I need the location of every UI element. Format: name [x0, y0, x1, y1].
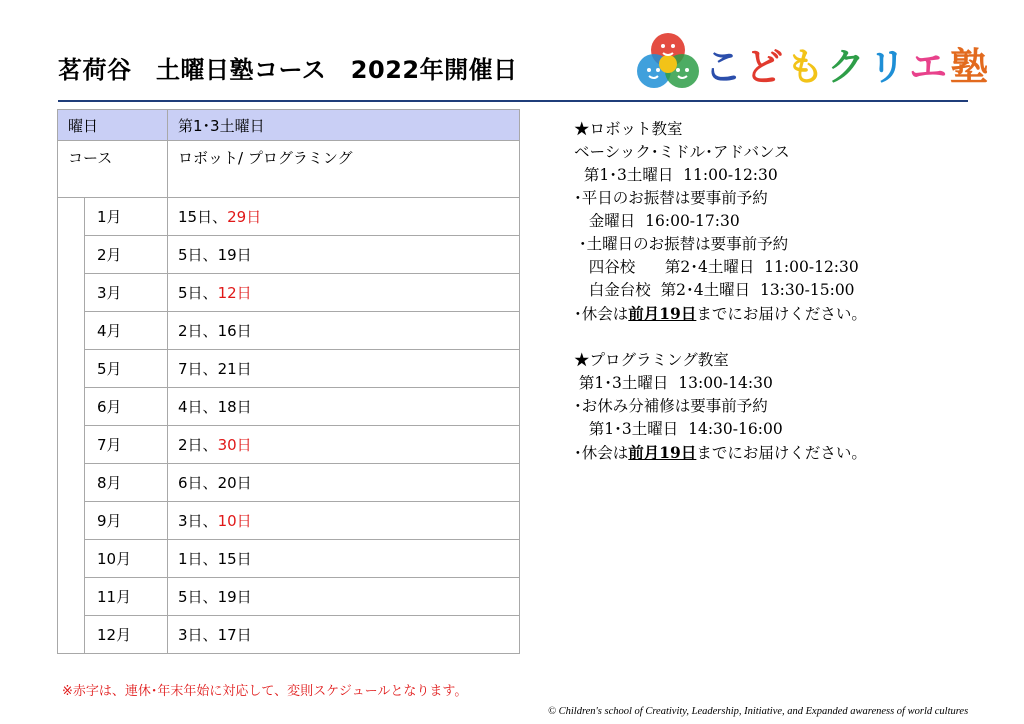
date-separator: 、: [202, 246, 218, 264]
date: 5日: [178, 284, 203, 302]
table-row: [58, 464, 520, 502]
date-separator: 、: [202, 322, 218, 340]
dates-cell: [168, 464, 520, 502]
programming-makeup: ･お休み分補修は要事前予約: [574, 397, 768, 415]
weekday-makeup: ･平日のお振替は要事前予約: [574, 189, 768, 207]
absence-deadline: 前月19日: [628, 443, 697, 462]
month-cell: 3月: [85, 274, 168, 312]
logo: [632, 28, 992, 94]
dates-cell: [168, 274, 520, 312]
weekday-label: 曜日: [58, 110, 168, 141]
date: 5日: [178, 588, 203, 606]
indent-cell: [58, 540, 85, 578]
dates-cell: [168, 578, 520, 616]
header-divider: [58, 100, 968, 102]
table-row: [58, 578, 520, 616]
robot-title: ★ロボット教室: [574, 120, 683, 138]
date: 19日: [217, 588, 252, 606]
dates-cell: [168, 616, 520, 654]
table-row: [58, 388, 520, 426]
date: 2日: [178, 436, 203, 454]
date: 4日: [178, 398, 203, 416]
dates-cell: [168, 388, 520, 426]
date-separator: 、: [202, 474, 218, 492]
copyright: © Children's school of Creativity, Leadership, Initiative, and Expanded awareness of world cultures: [548, 706, 969, 717]
class-info: [574, 118, 867, 465]
date-separator: 、: [202, 626, 218, 644]
irregular-date: 10日: [217, 512, 252, 530]
logo-char: エ: [909, 45, 951, 89]
table-row: [58, 616, 520, 654]
dates-cell: [168, 312, 520, 350]
dates-cell: [168, 350, 520, 388]
robot-absence-note: [574, 302, 867, 326]
programming-absence-note: [574, 441, 867, 465]
table-row: [58, 540, 520, 578]
logo-char: も: [786, 45, 828, 89]
indent-cell: [58, 578, 85, 616]
date: 18日: [217, 398, 252, 416]
robot-levels: ベーシック･ミドル･アドバンス: [574, 143, 790, 161]
date-separator: 、: [212, 208, 228, 226]
robot-time: 第1･3土曜日 11:00-12:30: [574, 166, 778, 184]
date: 20日: [217, 474, 252, 492]
irregular-date: 30日: [217, 436, 252, 454]
table-row: [58, 198, 520, 236]
date-separator: 、: [202, 360, 218, 378]
date: 2日: [178, 322, 203, 340]
table-row: [58, 236, 520, 274]
absence-suffix: までにお届けください。: [696, 305, 867, 323]
date: 15日: [217, 550, 252, 568]
yotsuya-schedule: 四谷校 第2･4土曜日 11:00-12:30: [574, 258, 859, 276]
date-separator: 、: [202, 588, 218, 606]
month-cell: 9月: [85, 502, 168, 540]
month-cell: 12月: [85, 616, 168, 654]
logo-char: ど: [745, 45, 787, 89]
indent-cell: [58, 274, 85, 312]
red-text-note: ※赤字は、連休･年末年始に対応して、変則スケジュールとなります。: [62, 684, 468, 699]
date: 3日: [178, 626, 203, 644]
date-separator: 、: [202, 512, 218, 530]
dates-cell: [168, 198, 520, 236]
date: 21日: [217, 360, 252, 378]
indent-cell: [58, 388, 85, 426]
table-row: [58, 274, 520, 312]
date-separator: 、: [202, 398, 218, 416]
month-cell: 10月: [85, 540, 168, 578]
indent-cell: [58, 502, 85, 540]
course-label: コース: [58, 141, 168, 198]
date: 5日: [178, 246, 203, 264]
month-cell: 8月: [85, 464, 168, 502]
logo-char: ク: [827, 45, 869, 89]
month-cell: 1月: [85, 198, 168, 236]
absence-prefix: ･休会は: [574, 444, 629, 462]
date: 7日: [178, 360, 203, 378]
month-cell: 4月: [85, 312, 168, 350]
logo-char: 塾: [950, 45, 992, 89]
programming-title: ★プログラミング教室: [574, 351, 729, 369]
logo-char: こ: [704, 45, 746, 89]
month-cell: 7月: [85, 426, 168, 464]
logo-mark-icon: [632, 28, 702, 94]
irregular-date: 29日: [227, 208, 262, 226]
dates-cell: [168, 426, 520, 464]
date: 17日: [217, 626, 252, 644]
date-separator: 、: [202, 436, 218, 454]
absence-deadline: 前月19日: [628, 304, 697, 323]
dates-cell: [168, 236, 520, 274]
table-row: [58, 426, 520, 464]
date: 1日: [178, 550, 203, 568]
absence-prefix: ･休会は: [574, 305, 629, 323]
programming-time: 第1･3土曜日 13:00-14:30: [574, 374, 773, 392]
schedule-table: [57, 109, 520, 654]
indent-cell: [58, 350, 85, 388]
date: 15日: [178, 208, 213, 226]
indent-cell: [58, 312, 85, 350]
indent-cell: [58, 464, 85, 502]
date: 16日: [217, 322, 252, 340]
date-separator: 、: [202, 550, 218, 568]
indent-cell: [58, 198, 85, 236]
indent-cell: [58, 616, 85, 654]
date: 3日: [178, 512, 203, 530]
dates-cell: [168, 540, 520, 578]
logo-char: リ: [868, 45, 910, 89]
weekday-value: 第1･3土曜日: [168, 110, 520, 141]
irregular-date: 12日: [217, 284, 252, 302]
absence-suffix: までにお届けください。: [696, 444, 867, 462]
programming-makeup-time: 第1･3土曜日 14:30-16:00: [574, 420, 783, 438]
table-row: [58, 502, 520, 540]
indent-cell: [58, 426, 85, 464]
weekday-makeup-time: 金曜日 16:00-17:30: [574, 212, 740, 230]
logo-text: [704, 36, 991, 91]
course-row: [58, 141, 520, 198]
saturday-makeup: ･土曜日のお振替は要事前予約: [574, 235, 789, 253]
month-cell: 2月: [85, 236, 168, 274]
shirokanedai-schedule: 白金台校 第2･4土曜日 13:30-15:00: [574, 281, 855, 299]
dates-cell: [168, 502, 520, 540]
table-header-row: [58, 110, 520, 141]
date-separator: 、: [202, 284, 218, 302]
date: 19日: [217, 246, 252, 264]
date: 6日: [178, 474, 203, 492]
course-value: ロボット/ プログラミング: [168, 141, 520, 198]
indent-cell: [58, 236, 85, 274]
month-cell: 11月: [85, 578, 168, 616]
table-row: [58, 312, 520, 350]
table-row: [58, 350, 520, 388]
page-title: 茗荷谷 土曜日塾コース 2022年開催日: [58, 56, 518, 84]
month-cell: 6月: [85, 388, 168, 426]
month-cell: 5月: [85, 350, 168, 388]
